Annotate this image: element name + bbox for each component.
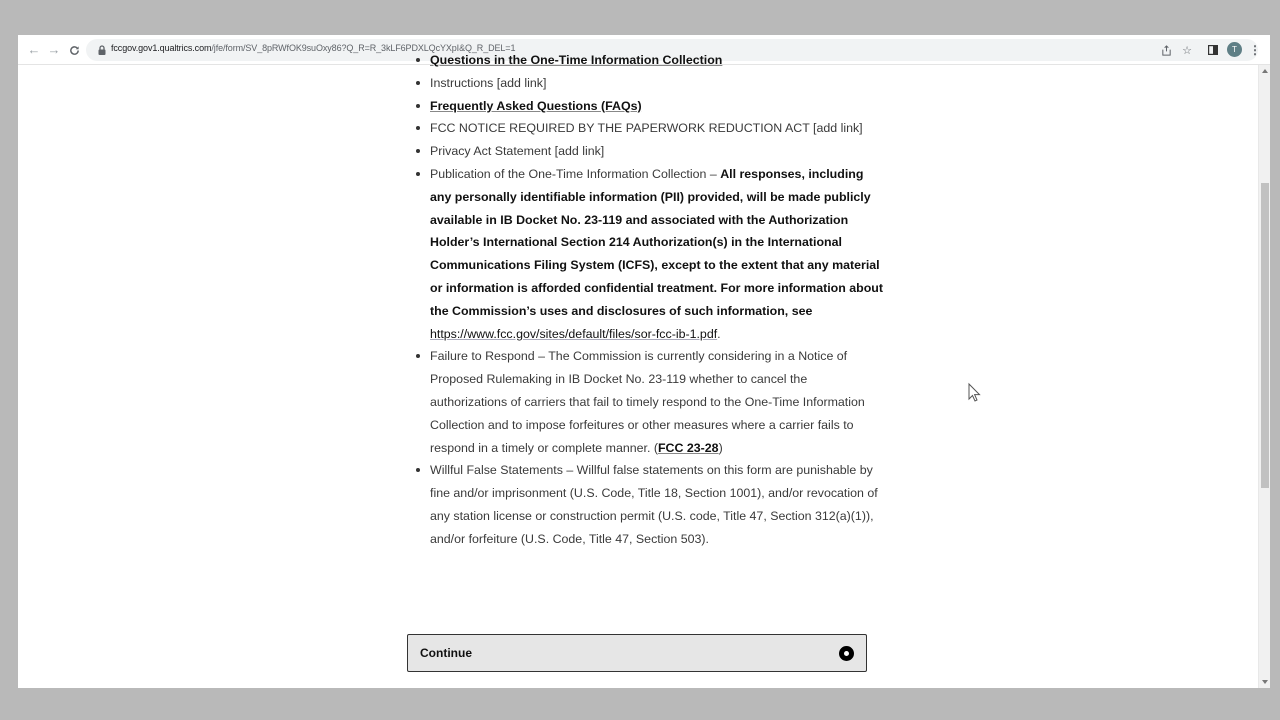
radio-dot-icon (839, 646, 854, 661)
forward-icon[interactable]: → (47, 42, 61, 57)
profile-avatar[interactable]: T (1227, 42, 1242, 57)
page-viewport (18, 53, 1258, 688)
list-item-privacy-act (407, 140, 887, 163)
lock-icon[interactable] (96, 44, 108, 56)
url-domain: fccgov.gov1.qualtrics.com (111, 43, 212, 53)
bookmark-star-icon[interactable]: ☆ (1182, 44, 1192, 57)
publication-heading: Publication of the One-Time Information Collection – (430, 166, 721, 181)
list-item-false-statements (407, 459, 887, 550)
publication-body: All responses, including any personally identifiable information (PII) provided, will be made publicly available in IB Docket No. 23-119 and associated with the Authorization Holder’s International Section 214 Authorization(s) in the International Communications Filing System (ICFS), except to the extent that any material or information is afforded confidential treatment. For more information about the Commission’s uses and disclosures of such information, see (430, 166, 883, 318)
url-path: /jfe/form/SV_8pRWfOK9suOxy86?Q_R=R_3kLF6PDXLQcYXpI&Q_R_DEL=1 (211, 43, 516, 53)
instructions-text: Instructions [add link] (430, 75, 547, 90)
list-item-instructions (407, 72, 887, 95)
paperwork-notice-text: FCC NOTICE REQUIRED BY THE PAPERWORK REDUCTION ACT [add link] (430, 121, 863, 136)
list-item-paperwork-notice (407, 117, 887, 140)
scroll-down-arrow-icon[interactable] (1262, 680, 1268, 684)
false-statements-body: Willful False Statements – Willful false statements on this form are punishable by fine and/or imprisonment (U.S. Code, Title 18, Section 1001), and/or revocation of any station license or construction permit (U.S. code, Title 47, Section 312(a)(1)), and/or forfeiture (U.S. Code, Title 47, Section 503). (430, 463, 878, 546)
continue-label: Continue (420, 646, 472, 660)
list-item-publication (407, 163, 887, 345)
faqs-link[interactable]: Frequently Asked Questions (FAQs) (430, 98, 642, 113)
failure-tail: ) (718, 440, 723, 455)
continue-button[interactable] (407, 634, 867, 672)
mouse-cursor-icon (968, 383, 982, 403)
share-icon[interactable] (1158, 42, 1174, 58)
scrollbar-thumb[interactable] (1261, 183, 1269, 488)
list-item-failure-to-respond (407, 345, 887, 459)
failure-body: Failure to Respond – The Commission is currently considering in a Notice of Proposed Rulemaking in IB Docket No. 23-119 whether to cancel the authorizations of carriers that fail to timely respond to the One-Time Information Collection and to impose forfeitures or other measures where a carrier fails to respond in a timely or complete manner. ( (430, 349, 865, 455)
menu-kebab-icon[interactable]: ⋮ (1249, 43, 1261, 57)
side-panel-icon[interactable] (1205, 42, 1221, 58)
sor-pdf-link[interactable]: https://www.fcc.gov/sites/default/files/sor-fcc-ib-1.pdf (430, 326, 718, 341)
publication-tail: . (717, 326, 721, 341)
info-list (407, 49, 887, 551)
list-item-faqs (407, 95, 887, 118)
fcc-23-28-link[interactable]: FCC 23-28 (657, 440, 719, 455)
privacy-act-text: Privacy Act Statement [add link] (430, 144, 605, 159)
scroll-up-arrow-icon[interactable] (1262, 69, 1268, 73)
survey-content (407, 49, 887, 551)
back-icon[interactable]: ← (27, 42, 41, 57)
reload-icon[interactable] (66, 42, 82, 58)
vertical-scrollbar[interactable] (1258, 65, 1270, 688)
list-item-collection-questions (407, 49, 887, 72)
collection-questions-link[interactable]: Questions in the One-Time Information Collection (430, 53, 723, 67)
browser-window (18, 35, 1270, 688)
